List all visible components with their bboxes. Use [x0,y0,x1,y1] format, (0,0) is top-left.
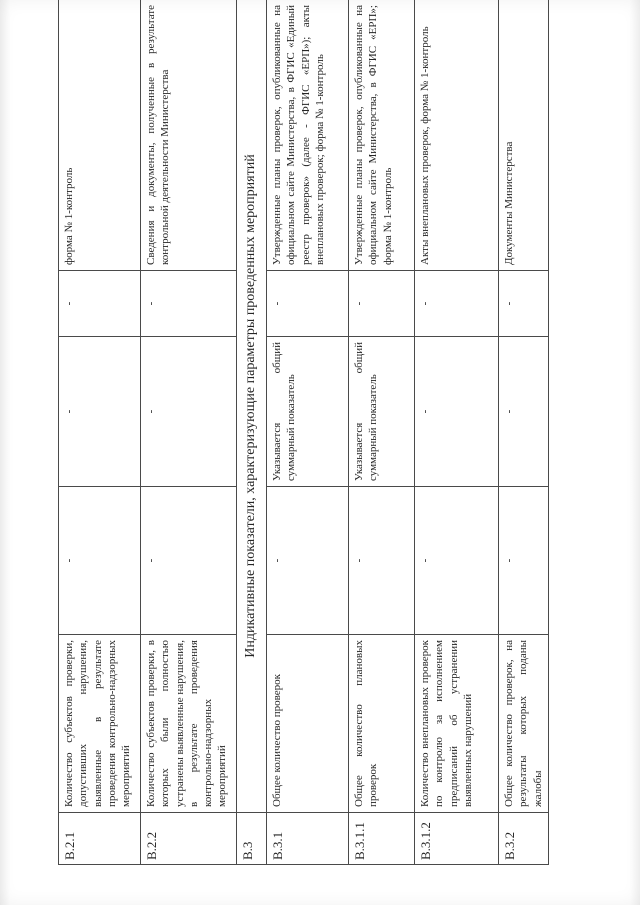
source-cell: форма № 1-контроль [59,0,141,271]
cell-col3: - [499,487,549,635]
cell-col4: - [499,337,549,487]
source-cell: Сведения и документы, полученные в результате контрольной деятельности Министерства [141,0,237,271]
cell-col5: - [141,271,237,337]
cell-col5: - [59,271,141,337]
table-row [499,0,549,865]
row-code: В.3 [237,813,267,865]
section-row [237,0,267,865]
cell-col5: - [267,271,349,337]
row-code: В.2.2 [141,813,237,865]
indicator-name: Общее количество проверок, на результаты которых поданы жалобы [499,635,549,813]
cell-col4: - [59,337,141,487]
table-row [267,0,349,865]
cell-col4: - [141,337,237,487]
indicator-name: Общее количество плановых проверок [349,635,415,813]
row-code: В.2.1 [59,813,141,865]
cell-col4: Указывается общий суммарный показатель [267,337,349,487]
table-row [349,0,415,865]
indicator-name: Общее количество проверок [267,635,349,813]
cell-col5: - [349,271,415,337]
rotated-page-content [58,0,563,865]
row-code: В.3.1.2 [415,813,499,865]
source-cell: Акты внеплановых проверок, форма № 1-контроль [415,0,499,271]
table-row [415,0,499,865]
cell-col3: - [349,487,415,635]
row-code: В.3.1 [267,813,349,865]
row-code: В.3.1.1 [349,813,415,865]
cell-col3: - [141,487,237,635]
cell-col5: - [499,271,549,337]
source-cell: Утвержденные планы проверок, опубликованные на официальном сайте Министерства, в ФГИС «Единый реестр проверок» (далее - ФГИС «ЕРП»); акты внеплановых проверок; форма № 1-контроль [267,0,349,271]
source-cell: Документы Министерства [499,0,549,271]
cell-col5: - [415,271,499,337]
indicator-name: Количество субъектов проверки, допустивших нарушения, выявленные в результате проведения контрольно-надзорных мероприятий [59,635,141,813]
source-cell: Утвержденные планы проверок, опубликованные на официальном сайте Министерства, в ФГИС «ЕРП»; форма № 1-контроль [349,0,415,271]
cell-col3: - [59,487,141,635]
cell-col4: Указывается общий суммарный показатель [349,337,415,487]
indicator-name: Количество субъектов проверки, в которых были полностью устранены выявленные нарушения, в результате проведения контрольно-надзорных мероприятий [141,635,237,813]
cell-col4: - [415,337,499,487]
indicators-table [58,0,549,865]
row-code: В.3.2 [499,813,549,865]
table-row [59,0,141,865]
cell-col3: - [415,487,499,635]
indicator-name: Количество внеплановых проверок по контролю за исполнением предписаний об устранении выявленных нарушений [415,635,499,813]
cell-col3: - [267,487,349,635]
section-title: Индикативные показатели, характеризующие параметры проведенных мероприятий [237,0,267,813]
table-row [141,0,237,865]
